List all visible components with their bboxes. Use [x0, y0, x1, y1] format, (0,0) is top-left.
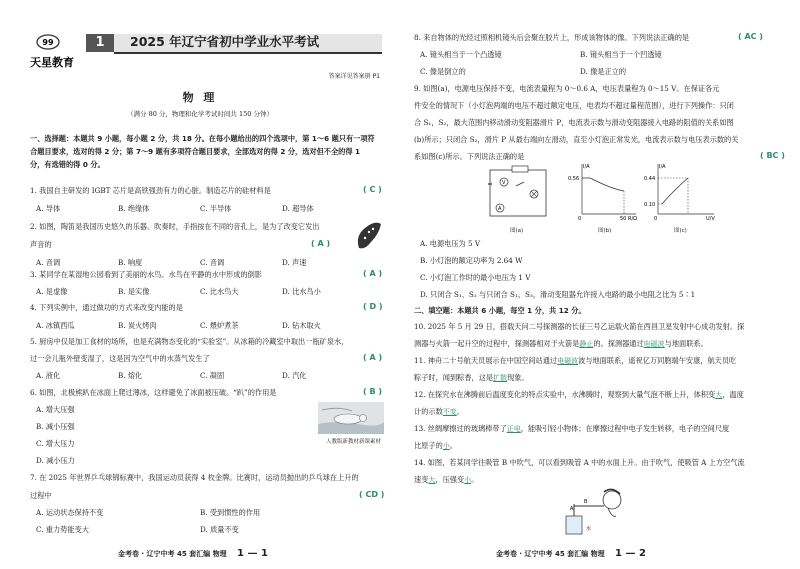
circuit-diagram-a: [486, 164, 552, 227]
text-segment: 12. 在探究水在沸腾前后温度变化的特点实验中，水沸腾时，观察到大量气泡不断上升，体积变: [414, 390, 716, 399]
option: D. 超导体: [282, 204, 314, 213]
ocarina-icon: [353, 218, 383, 254]
svg-text:A: A: [498, 206, 502, 212]
label-a: A: [570, 506, 574, 512]
option: D. 减小压力: [36, 456, 75, 465]
answer-value: AC: [744, 32, 757, 41]
answer-blank: 电磁波: [643, 340, 665, 348]
question-12-line2: [414, 406, 764, 418]
option: B. 响度: [118, 258, 143, 267]
answer-blank: 不变: [442, 408, 457, 416]
answer-blank: 大: [428, 476, 436, 484]
option: A. 导体: [36, 204, 61, 213]
question-2-answer: ( A ): [311, 239, 331, 248]
question-6-answer: ( B ): [363, 387, 383, 396]
straw-figure: [560, 486, 632, 541]
question-5-stem-1: 5. 厨房中仅是加工食材的场所，也是充满物态变化的“实验室”。从冰箱的冷藏室中取出一瓶矿泉水，: [30, 337, 349, 346]
option: C. 音调: [200, 258, 225, 267]
publisher-logo: [28, 32, 88, 72]
text-segment: ，能吸引轻小物体；在摩擦过程中电子发生转移，电子的空间尺度: [520, 424, 730, 433]
graph-b-origin: 0: [578, 216, 582, 222]
question-5-stem-2: 过一会儿瓶外壁变湿了，这是因为空气中的水蒸气发生了: [30, 354, 210, 363]
text-segment: 现象。: [507, 373, 529, 382]
polar-bear-figure: [318, 402, 384, 437]
answer-value: B: [369, 387, 376, 396]
text-segment: 。: [456, 407, 464, 416]
option: A. 增大压强: [36, 405, 75, 414]
graph-b-chart: [568, 160, 638, 222]
question-11-line2: [414, 372, 764, 384]
question-2-stem-1: 2. 如图，陶笛是我国历史悠久的乐器。吹奏时，手指按在不同的音孔上，是为了改变它发出: [30, 222, 320, 231]
logo-badge: 99: [42, 38, 54, 47]
question-3-answer: ( A ): [363, 269, 383, 278]
option: B. 绝缘体: [118, 204, 150, 213]
question-13-line2: [414, 440, 764, 452]
section1-line2: 合题目要求，选对的得 2 分；第 7～9 题有多项符合题目要求，全部选对的得 2 分，选对但不全的得 1: [30, 147, 361, 156]
question-9-stem-5: 系如图(c)所示。下列说法正确的是: [414, 152, 525, 161]
text-segment: 。: [471, 475, 479, 484]
option: D. 钻木取火: [282, 321, 321, 330]
option: A. 音调: [36, 258, 61, 267]
question-10-line1: 10. 2025 年 5 月 29 日，搭载天问二号探测器的长征三号乙运载火箭在西昌卫星发射中心成功发射。探: [414, 322, 745, 331]
option: D. 像是正立的: [580, 67, 627, 76]
option: A. 是虚像: [36, 287, 68, 296]
option: C. 重力势能变大: [36, 525, 89, 534]
graph-c: [644, 160, 716, 225]
answer-blank: 正电: [506, 425, 521, 433]
text-segment: ，温度: [722, 390, 744, 399]
option: B. 减小压强: [36, 422, 75, 431]
logo-text: 天星教育: [30, 56, 74, 69]
question-12-line1: [414, 389, 764, 401]
graph-b-x-tick: 50: [620, 216, 627, 222]
answer-value: A: [317, 239, 324, 248]
answer-blank: 电磁波: [557, 357, 579, 365]
figure-c-label: 图(c): [674, 228, 687, 234]
graph-c-y-axis: I/A: [659, 164, 666, 170]
question-4-stem: 4. 下列实例中，通过做功的方式来改变内能的是: [30, 303, 183, 312]
question-9-stem-2: 件安全的情况下（小灯泡两端的电压不超过额定电压，电表均不超过量程范围），进行下列操作：只闭: [414, 101, 734, 110]
option: A. 运动状态保持不变: [36, 508, 104, 517]
figure-b-label: 图(b): [598, 228, 612, 234]
option: C. 半导体: [200, 204, 232, 213]
graph-c-chart: [644, 160, 716, 222]
option: D. 比水鸟小: [282, 287, 321, 296]
answer-value: CD: [365, 490, 378, 499]
graph-b-y-axis: I/A: [583, 164, 590, 170]
answer-blank: 小: [442, 442, 450, 450]
ocarina-figure: [353, 218, 383, 257]
option: A. 电源电压为 5 V: [420, 239, 481, 248]
label-water: 水: [586, 526, 592, 532]
graph-c-y-tick1: 0.44: [644, 176, 656, 182]
answer-blank: 大: [715, 391, 723, 399]
right-footer: [496, 548, 646, 560]
text-segment: ，压强变: [435, 475, 465, 484]
option: B. 小灯泡的额定功率为 2.64 W: [420, 256, 523, 265]
score-info: （满分 80 分，物理和化学考试时间共 150 分钟）: [127, 110, 273, 118]
answer-value: A: [369, 353, 376, 362]
page-number: 1 — 1: [237, 548, 268, 559]
text-segment: 粽子时，闻到粽香，这是: [414, 373, 494, 382]
answer-value: A: [369, 269, 376, 278]
option: D. 汽化: [282, 371, 307, 380]
option: A. 液化: [36, 371, 61, 380]
answer-value: C: [369, 185, 376, 194]
text-segment: 。: [449, 441, 457, 450]
question-3-stem: 3. 某同学在某湿地公园看到了美丽的水鸟。水鸟在平静的水中形成的倒影: [30, 270, 262, 279]
circuit-icon: [486, 164, 552, 224]
label-b: B: [584, 499, 588, 505]
answer-blank: 扩散: [493, 374, 508, 382]
right-page: [400, 0, 800, 569]
question-7-answer: ( CD ): [359, 490, 385, 499]
polar-bear-icon: [318, 402, 384, 434]
figure-a-label: 图(a): [510, 228, 524, 234]
answer-ref: 答案详见答案册 P1: [328, 73, 380, 80]
text-segment: 11. 神舟二十号航天员展示在中国空间站通过: [414, 356, 558, 365]
option: D. 质量不变: [200, 525, 239, 534]
footer-text: 金考卷 · 辽宁中考 45 套汇编 物理: [118, 550, 227, 558]
graph-c-y-tick2: 0.10: [644, 202, 656, 208]
question-13-line1: [414, 423, 764, 435]
graph-b-x-axis: R/Ω: [628, 216, 637, 222]
logo-icon: [28, 32, 88, 72]
option: C. 凝固: [200, 371, 225, 380]
option: C. 增大压力: [36, 439, 75, 448]
text-segment: 比原子的: [414, 441, 443, 450]
option: D. 声速: [282, 258, 307, 267]
option: C. 像是倒立的: [420, 67, 466, 76]
question-8-answer: ( AC ): [738, 32, 763, 41]
question-9-stem-4: (b)所示；只闭合 S₂，滑片 P 从最右端向左滑动，直至小灯泡正常发光，电流表示数与电压表示数的关: [414, 135, 739, 144]
question-1-answer: ( C ): [363, 185, 382, 194]
question-7-stem-2: 过程中: [30, 491, 52, 500]
footer-text: 金考卷 · 辽宁中考 45 套汇编 物理: [496, 550, 605, 558]
question-9-stem-3: 合 S₁，S₂，最大范围内移动滑动变阻器滑片 P，电流表示数与滑动变阻器接入电路的阻值的关系如图: [414, 118, 734, 127]
text-segment: 的。探测器通过: [593, 339, 644, 348]
option: A. 冰镇西瓜: [36, 321, 75, 330]
question-8-stem: 8. 来自物体的光经过照相机镜头后会聚在胶片上，形成该物体的像。下列说法正确的是: [414, 33, 690, 42]
subject-title: 物 理: [182, 91, 218, 104]
option: B. 镜头相当于一个凹透镜: [580, 50, 662, 59]
graph-b-y-tick: 0.56: [568, 176, 580, 182]
section1-line3: 分，有选错的得 0 分。: [30, 160, 105, 169]
question-2-stem-2: 声音的: [30, 240, 52, 249]
left-footer: [118, 548, 268, 560]
section2-heading: 二、填空题：本题共 6 小题，每空 1 分，共 12 分。: [414, 306, 586, 315]
paper-number: 1: [86, 34, 114, 52]
question-4-answer: ( D ): [363, 302, 383, 311]
option: C. 小灯泡工作时的最小电压为 1 V: [420, 273, 531, 282]
question-9-answer: ( BC ): [760, 151, 785, 160]
graph-c-origin: 0: [654, 216, 658, 222]
graph-b: [568, 160, 638, 225]
option: B. 是实像: [118, 287, 150, 296]
question-14-line1: 14. 如图，若某同学往吸管 B 中吹气，可以看到吸管 A 中的水面上升。由于吹气，使吸管 A 上方空气流: [414, 458, 745, 467]
straw-blowing-icon: [560, 486, 632, 538]
option: B. 熔化: [118, 371, 143, 380]
question-1-stem: 1. 我国自主研发的 IGBT 芯片是高铁强劲有力的心脏。制造芯片的硅材料是: [30, 186, 271, 195]
option: A. 镜头相当于一个凸透镜: [420, 50, 502, 59]
graph-c-x-axis: U/V: [706, 216, 715, 222]
option: D. 只闭合 S₁、S₂ 与只闭合 S₁、S₃，滑动变阻器允许接入电路的最小电阻之比为 5∶1: [420, 290, 696, 299]
text-segment: 测器与火箭一起升空的过程中，探测器相对于火箭是: [414, 339, 580, 348]
option: B. 受到惯性的作用: [200, 508, 261, 517]
text-segment: 波与地面联系，遥祝亿万同胞端午安康，航天员吃: [578, 356, 737, 365]
question-7-stem-1: 7. 在 2025 年世界乒乓球锦标赛中，我国运动员获得 4 枚金牌。比赛时，运动员抛出的乒乓球在上升的: [30, 473, 359, 482]
section1-line1: 一、选择题：本题共 9 小题，每小题 2 分，共 18 分。在每小题给出的四个选项中，第 1～6 题只有一项符: [30, 134, 375, 143]
answer-blank: 静止: [579, 340, 594, 348]
svg-text:V: V: [502, 180, 506, 186]
text-segment: 计的示数: [414, 407, 443, 416]
text-segment: 速变: [414, 475, 429, 484]
option: B. 炭火烤肉: [118, 321, 157, 330]
answer-value: BC: [766, 151, 779, 160]
text-segment: 与地面联系。: [664, 339, 708, 348]
section1-heading: [30, 132, 380, 171]
answer-value: D: [369, 302, 377, 311]
figure-6-caption: 人教版新教材新课素材: [326, 439, 382, 445]
text-segment: 13. 丝绸摩擦过的玻璃棒带了: [414, 424, 507, 433]
question-10-line2: [414, 338, 764, 350]
exam-title: 2025 年辽宁省初中学业水平考试: [130, 34, 320, 49]
question-5-answer: ( A ): [363, 353, 383, 362]
question-9-stem-1: 9. 如图(a)，电源电压保持不变，电流表量程为 0～0.6 A，电压表量程为 0～15 V。在保证各元: [414, 84, 720, 93]
question-14-line2: [414, 474, 764, 486]
question-11-line1: [414, 355, 764, 367]
answer-blank: 小: [464, 476, 472, 484]
option: C. 比水鸟大: [200, 287, 239, 296]
question-6-stem: 6. 如图，北极熊趴在冰面上爬过薄冰，这样避免了冰面被压破。“趴”的作用是: [30, 388, 277, 397]
option: C. 煨炉煮茶: [200, 321, 239, 330]
page-number: 1 — 2: [615, 548, 646, 559]
